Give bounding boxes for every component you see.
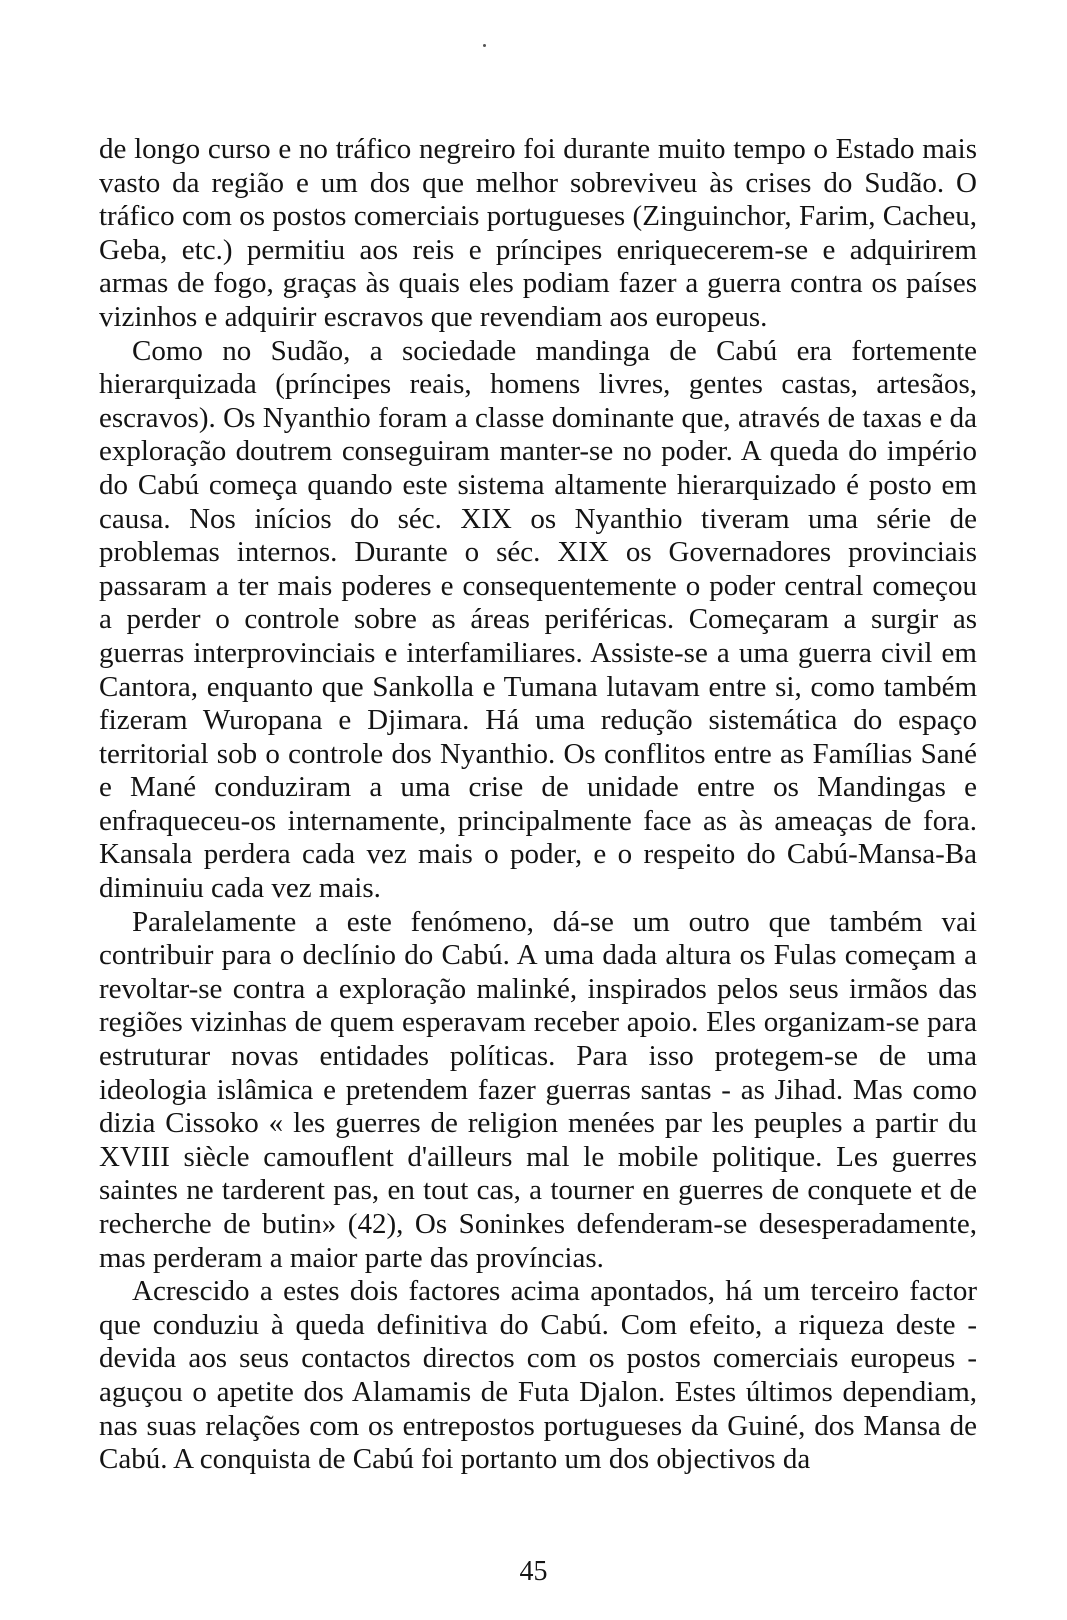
paragraph-1: de longo curso e no tráfico negreiro foi durante muito tempo o Estado mais vasto da região e um dos que melhor sobreviveu às crises do Sudão. O tráfico com os postos comerciais portugueses (Zinguinchor, Farim, Cacheu, Geba, etc.) permitiu aos reis e príncipes enriquecerem-se e adquirirem armas de fogo, graças às quais eles podiam fazer a guerra contra os países vizinhos e adquirir escravos que revendiam aos europeus. <box>99 133 977 333</box>
body-text <box>99 133 977 1477</box>
paragraph-4: Acrescido a estes dois factores acima apontados, há um terceiro factor que conduziu à queda definitiva do Cabú. Com efeito, a riqueza deste - devida aos seus contactos directos com os postos comerciais europeus - aguçou o apetite dos Alamamis de Futa Djalon. Estes últimos dependiam, nas suas relações com os entrepostos portugueses da Guiné, dos Mansa de Cabú. A conquista de Cabú foi portanto um dos objectivos da <box>99 1275 977 1476</box>
paragraph-3: Paralelamente a este fenómeno, dá-se um outro que também vai contribuir para o declínio do Cabú. A uma dada altura os Fulas começam a revoltar-se contra a exploração malinké, inspirados pelos seus irmãos das regiões vizinhas de quem esperavam receber apoio. Eles organizam-se para estruturar novas entidades políticas. Para isso protegem-se de uma ideologia islâmica e pretendem fazer guerras santas - as Jihad. Mas como dizia Cissoko « les guerres de religion menées par les peuples a partir du XVIII siècle camouflent d'ailleurs mal le mobile politique. Les guerres saintes ne tarderent pas, en tout cas, a tourner en guerres de conquete et de recherche de butin» (42), Os Soninkes defenderam-se desesperadamente, mas perderam a maior parte das províncias. <box>99 905 977 1274</box>
page-number: 45 <box>519 1556 548 1587</box>
paragraph-2: Como no Sudão, a sociedade mandinga de Cabú era fortemente hierarquizada (príncipes reais, homens livres, gentes castas, artesãos, escravos). Os Nyanthio foram a classe dominante que, através de taxas e da exploração doutrem conseguiram manter-se no poder. A queda do império do Cabú começa quando este sistema altamente hierarquizado é posto em causa. Nos inícios do séc. XIX os Nyanthio tiveram uma série de problemas internos. Durante o séc. XIX os Governadores provinciais passaram a ter mais poderes e consequentemente o poder central começou a perder o controle sobre as áreas periféricas. Começaram a surgir as guerras interprovinciais e interfamiliares. Assiste-se a uma guerra civil em Cantora, enquanto que Sankolla e Tumana lutavam entre si, como também fizeram Wuropana e Djimara. Há uma redução sistemática do espaço territorial sob o controle dos Nyanthio. Os conflitos entre as Famílias Sané e Mané conduziram a uma crise de unidade entre os Mandingas e enfraqueceu-os internamente, principalmente face as às ameaças de fora. Kansala perdera cada vez mais o poder, e o respeito do Cabú-Mansa-Ba diminuiu cada vez mais. <box>99 334 977 905</box>
scan-speck <box>483 44 486 47</box>
